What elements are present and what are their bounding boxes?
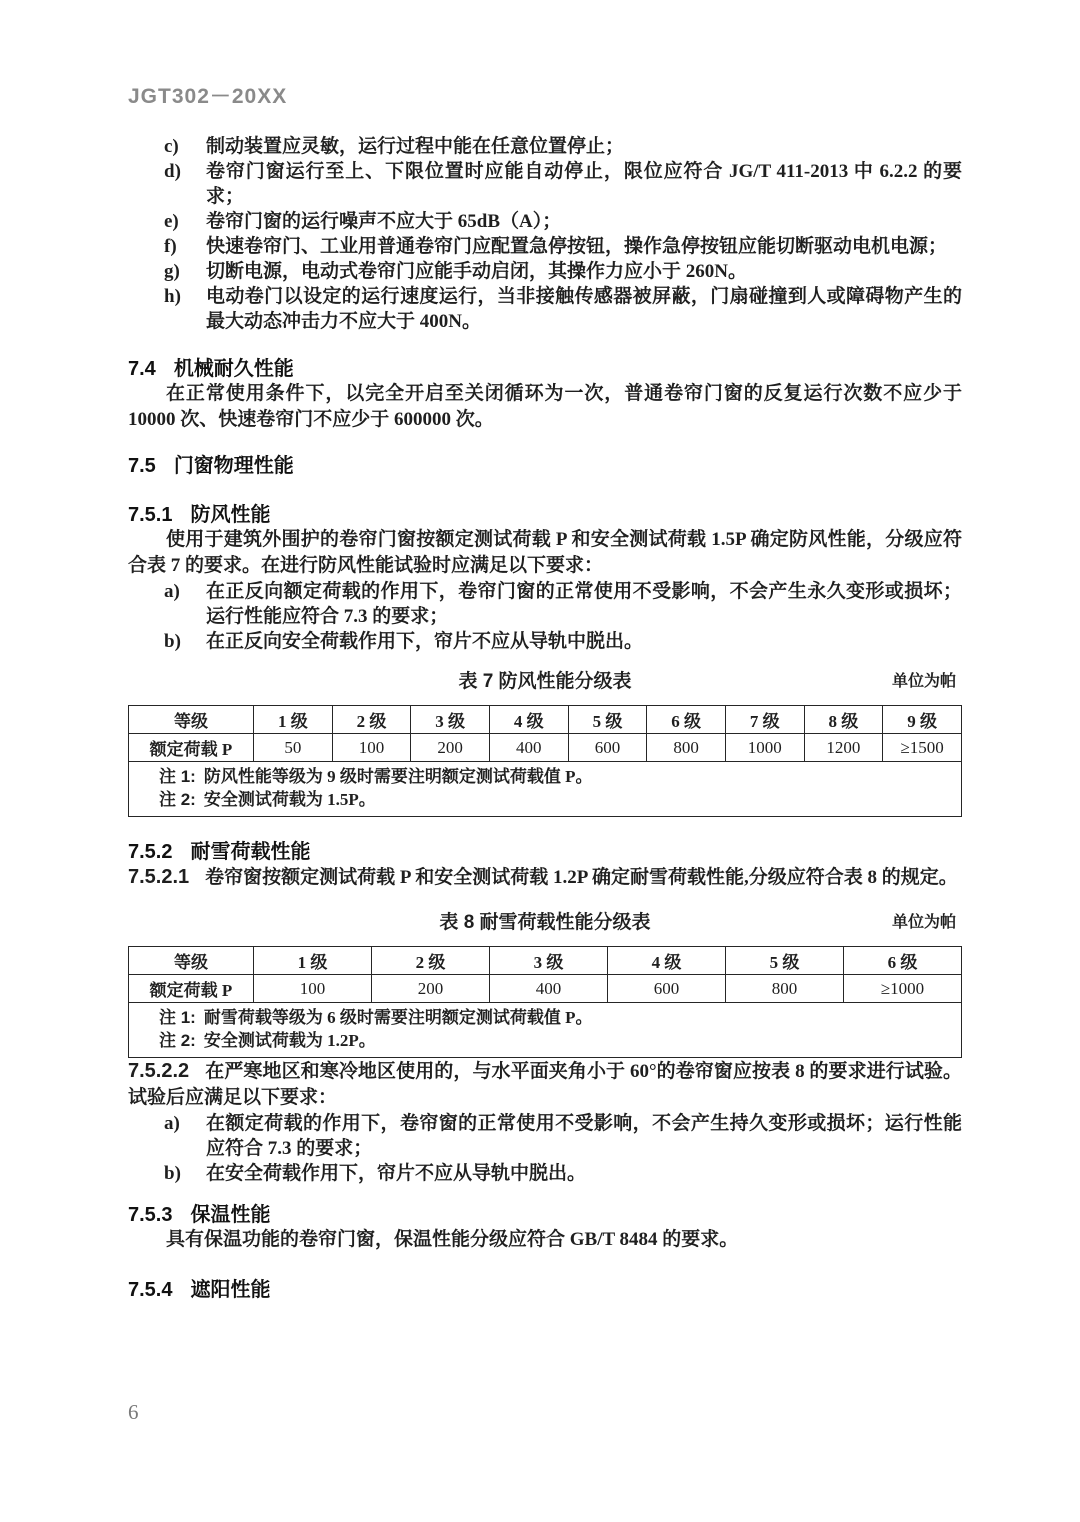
note-label: 注 1: xyxy=(159,767,196,786)
clause-number: 7.5.2.1 xyxy=(128,866,190,888)
table-cell: 5 级 xyxy=(568,706,647,734)
table-note xyxy=(159,1006,953,1029)
note-text: 防风性能等级为 9 级时需要注明额定测试荷载值 P。 xyxy=(203,767,593,786)
list-marker: b) xyxy=(164,1163,181,1184)
note-label: 注 1: xyxy=(159,1008,196,1027)
list-text: 电动卷门以设定的运行速度运行，当非接触传感器被屏蔽，门扇碰撞到人或障碍物产生的最大动态冲击力不应大于 400N。 xyxy=(206,286,962,332)
paragraph-7-5-2-1 xyxy=(128,864,962,891)
heading-7-5-2 xyxy=(128,841,962,864)
clause-text: 卷帘窗按额定测试荷载 P 和安全测试荷载 1.2P 确定耐雪荷载性能,分级应符合表 8 的规定。 xyxy=(205,867,958,888)
list-item xyxy=(128,234,962,259)
list-marker: e) xyxy=(164,211,179,232)
list-item xyxy=(128,259,962,284)
table-7-wind-resistance xyxy=(128,705,962,817)
table-notes xyxy=(129,762,962,817)
heading-title: 保温性能 xyxy=(190,1204,271,1226)
paragraph-7-5-2-2 xyxy=(128,1058,962,1111)
table-7-caption: 表 7 防风性能分级表 xyxy=(458,671,632,692)
table-8-caption-row xyxy=(128,911,962,936)
list-marker: c) xyxy=(164,136,179,157)
heading-number: 7.4 xyxy=(128,358,156,380)
list-item xyxy=(128,159,962,209)
table-7-header-row xyxy=(129,706,962,734)
table-cell: 2 级 xyxy=(332,706,411,734)
note-label: 注 2: xyxy=(159,790,196,809)
table-8-header-row xyxy=(129,947,962,975)
table-note xyxy=(159,788,953,811)
heading-7-5 xyxy=(128,455,962,478)
heading-title: 防风性能 xyxy=(190,504,271,526)
table-cell: 600 xyxy=(608,975,726,1003)
table-cell: 7 级 xyxy=(725,706,804,734)
list-text: 卷帘门窗的运行噪声不应大于 65dB（A）； xyxy=(206,211,562,232)
table-cell: 100 xyxy=(254,975,372,1003)
table-7-caption-row xyxy=(128,670,962,695)
clause-text: 在严寒地区和寒冷地区使用的，与水平面夹角小于 60°的卷帘窗应按表 8 的要求进行试验。试验后应满足以下要求： xyxy=(128,1061,962,1108)
list-marker: h) xyxy=(164,286,181,307)
table-cell: 1200 xyxy=(804,734,883,762)
table-cell: 2 级 xyxy=(372,947,490,975)
table-cell: 9 级 xyxy=(883,706,962,734)
heading-7-5-4 xyxy=(128,1279,962,1302)
list-7-5-1 xyxy=(128,579,962,654)
table-cell: 4 级 xyxy=(489,706,568,734)
table-7-notes-row xyxy=(129,762,962,817)
table-8-unit: 单位为帕 xyxy=(891,914,956,931)
table-7-unit: 单位为帕 xyxy=(891,673,956,690)
list-text: 在正反向额定荷载的作用下，卷帘门窗的正常使用不受影响，不会产生永久变形或损坏；运行性能应符合 7.3 的要求； xyxy=(206,581,962,627)
note-text: 安全测试荷载为 1.5P。 xyxy=(203,790,376,809)
table-note xyxy=(159,1029,953,1052)
table-8-caption: 表 8 耐雪荷载性能分级表 xyxy=(439,912,651,933)
table-cell: 1000 xyxy=(725,734,804,762)
list-marker: f) xyxy=(164,236,177,257)
list-text: 制动装置应灵敏，运行过程中能在任意位置停止； xyxy=(206,136,625,157)
list-item xyxy=(128,209,962,234)
table-note xyxy=(159,765,953,788)
paragraph-7-5-3: 具有保温功能的卷帘门窗，保温性能分级应符合 GB/T 8484 的要求。 xyxy=(166,1229,739,1250)
table-cell: 100 xyxy=(332,734,411,762)
list-text: 卷帘门窗运行至上、下限位置时应能自动停止，限位应符合 JG/T 411-2013 中 6.2.2 的要求； xyxy=(206,161,962,207)
table-cell: 400 xyxy=(490,975,608,1003)
list-marker: g) xyxy=(164,261,180,282)
heading-number: 7.5.4 xyxy=(128,1279,173,1301)
table-cell: 800 xyxy=(647,734,726,762)
table-cell: 4 级 xyxy=(608,947,726,975)
table-cell: 400 xyxy=(489,734,568,762)
list-marker: b) xyxy=(164,631,181,652)
list-text: 快速卷帘门、工业用普通卷帘门应配置急停按钮，操作急停按钮应能切断驱动电机电源； xyxy=(206,236,948,257)
list-item xyxy=(128,1111,962,1161)
table-cell: 8 级 xyxy=(804,706,883,734)
list-marker: d) xyxy=(164,161,181,182)
list-text: 在安全荷载作用下，帘片不应从导轨中脱出。 xyxy=(206,1163,587,1184)
table-8-snow-load xyxy=(128,946,962,1058)
heading-7-5-3 xyxy=(128,1204,962,1227)
table-cell: 等级 xyxy=(129,947,254,975)
list-item xyxy=(128,284,962,334)
list-text: 在正反向安全荷载作用下，帘片不应从导轨中脱出。 xyxy=(206,631,644,652)
table-cell: 50 xyxy=(254,734,333,762)
table-cell: 6 级 xyxy=(844,947,962,975)
list-item xyxy=(128,1161,962,1186)
table-8-value-row xyxy=(129,975,962,1003)
list-text: 切断电源，电动式卷帘门应能手动启闭，其操作力应小于 260N。 xyxy=(206,261,747,282)
heading-title: 门窗物理性能 xyxy=(173,455,294,477)
list-item xyxy=(128,579,962,629)
doc-header: JGT302－20XX xyxy=(128,85,288,108)
heading-title: 机械耐久性能 xyxy=(173,358,294,380)
paragraph-7-5-1: 使用于建筑外围护的卷帘门窗按额定测试荷载 P 和安全测试荷载 1.5P 确定防风性能，分级应符合表 7 的要求。在进行防风性能试验时应满足以下要求： xyxy=(128,529,962,576)
list-marker: a) xyxy=(164,1113,180,1134)
table-cell: 等级 xyxy=(129,706,254,734)
list-7-5-2-2 xyxy=(128,1111,962,1186)
heading-number: 7.5.1 xyxy=(128,504,173,526)
table-cell: ≥1500 xyxy=(883,734,962,762)
table-cell: 600 xyxy=(568,734,647,762)
list-marker: a) xyxy=(164,581,180,602)
heading-7-4 xyxy=(128,358,962,381)
table-7-value-row xyxy=(129,734,962,762)
list-item xyxy=(128,134,962,159)
clause-number: 7.5.2.2 xyxy=(128,1060,190,1082)
note-label: 注 2: xyxy=(159,1031,196,1050)
table-notes xyxy=(129,1003,962,1058)
heading-7-5-1 xyxy=(128,504,962,527)
heading-number: 7.5.2 xyxy=(128,841,173,863)
table-cell: 200 xyxy=(372,975,490,1003)
heading-title: 耐雪荷载性能 xyxy=(190,841,311,863)
note-text: 安全测试荷载为 1.2P。 xyxy=(203,1031,376,1050)
table-cell: 3 级 xyxy=(411,706,490,734)
table-row-label: 额定荷载 P xyxy=(129,734,254,762)
table-cell: 6 级 xyxy=(647,706,726,734)
heading-number: 7.5.3 xyxy=(128,1204,173,1226)
list-item xyxy=(128,629,962,654)
page-number: 6 xyxy=(128,1400,139,1424)
table-row-label: 额定荷载 P xyxy=(129,975,254,1003)
table-cell: 1 级 xyxy=(254,706,333,734)
table-cell: 200 xyxy=(411,734,490,762)
table-8-notes-row xyxy=(129,1003,962,1058)
note-text: 耐雪荷载等级为 6 级时需要注明额定测试荷载值 P。 xyxy=(203,1008,593,1027)
table-cell: 3 级 xyxy=(490,947,608,975)
paragraph-7-4: 在正常使用条件下，以完全开启至关闭循环为一次，普通卷帘门窗的反复运行次数不应少于 10000 次、快速卷帘门不应少于 600000 次。 xyxy=(128,383,962,430)
heading-title: 遮阳性能 xyxy=(190,1279,271,1301)
requirements-list-c-h xyxy=(128,134,962,334)
table-cell: 5 级 xyxy=(726,947,844,975)
table-cell: ≥1000 xyxy=(844,975,962,1003)
heading-number: 7.5 xyxy=(128,455,156,477)
table-cell: 1 级 xyxy=(254,947,372,975)
list-text: 在额定荷载的作用下，卷帘窗的正常使用不受影响，不会产生持久变形或损坏；运行性能应符合 7.3 的要求； xyxy=(206,1113,962,1159)
table-cell: 800 xyxy=(726,975,844,1003)
